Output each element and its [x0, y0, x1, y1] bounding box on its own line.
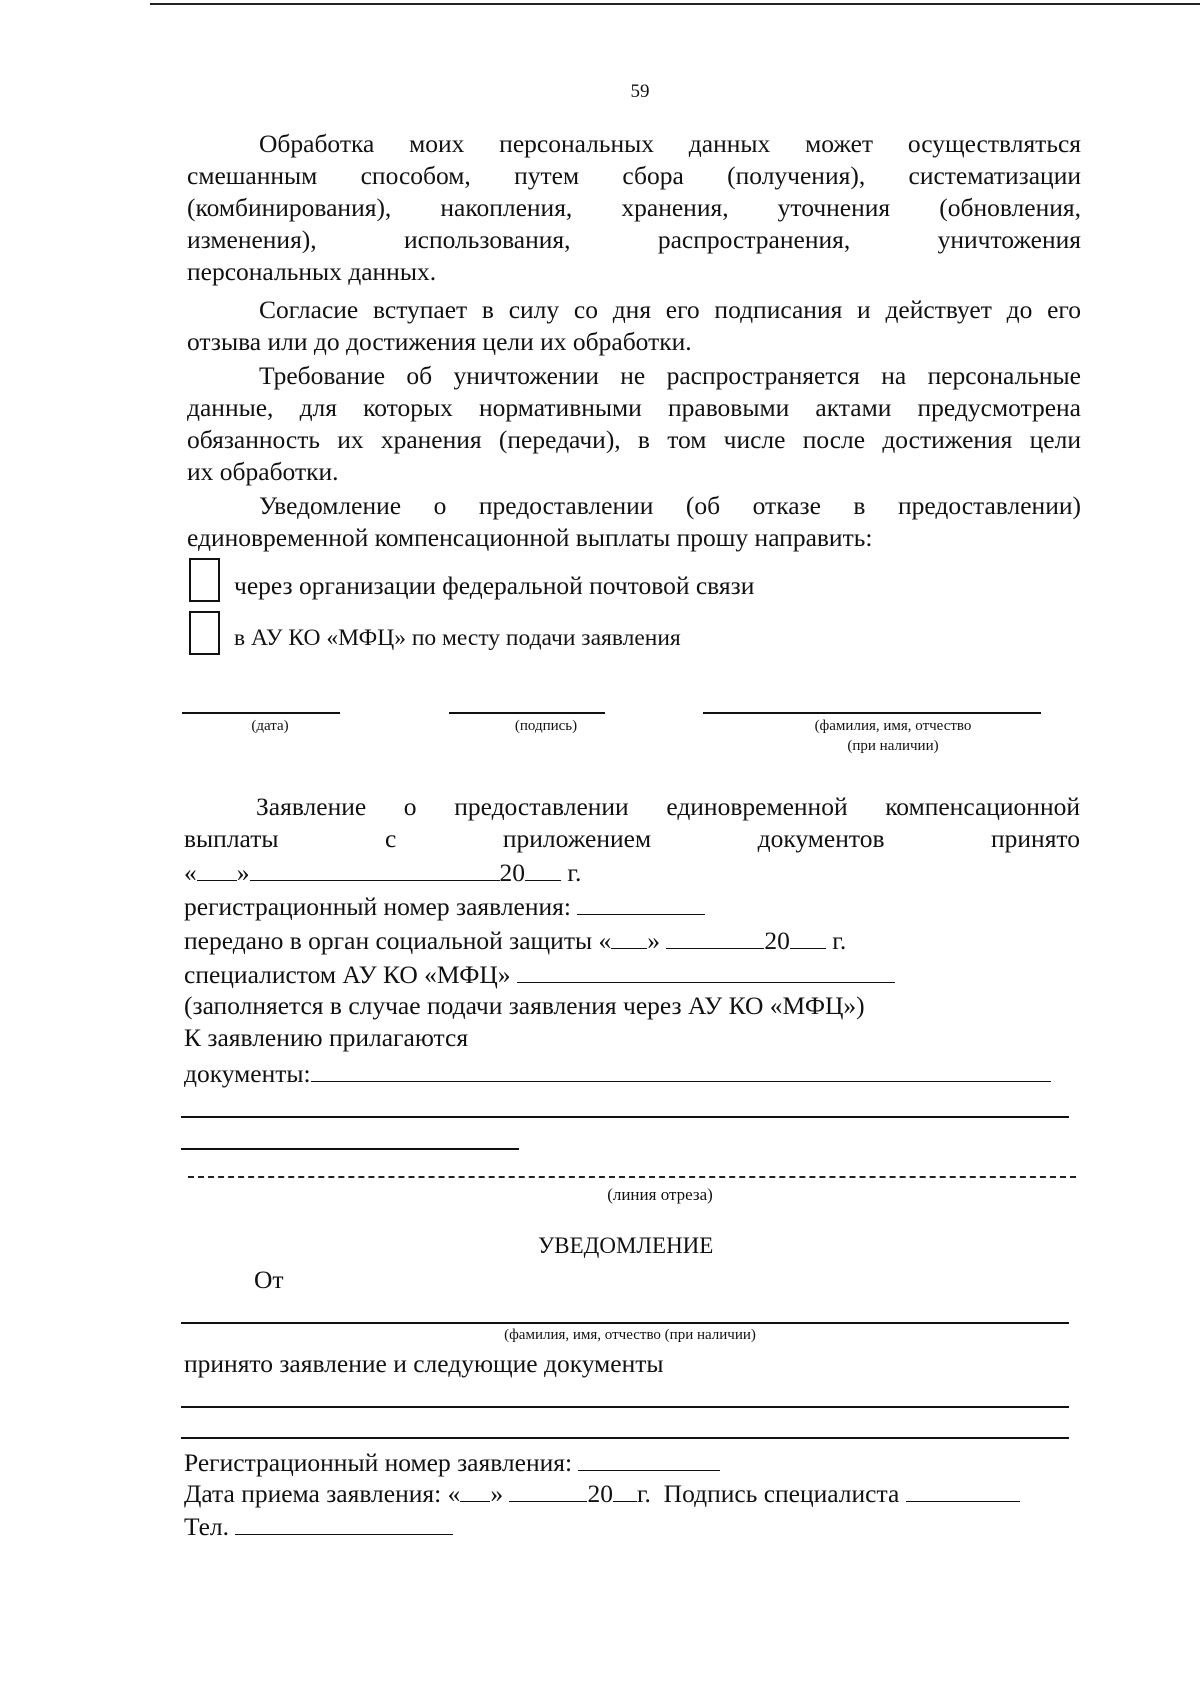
notice-title: УВЕДОМЛЕНИЕ — [538, 1233, 714, 1258]
consent-paragraph-validity — [187, 294, 1081, 358]
fullname-signature-line — [703, 712, 1041, 714]
transfer-row: передано в орган социальной защиты « » 20 г. — [184, 926, 847, 955]
documents-row: документы: — [184, 1057, 1051, 1090]
fullname-caption: (фамилия, имя, отчество — [814, 718, 972, 734]
text-line: смешанным способом, путем сбора (получения), систематизации — [187, 161, 1081, 190]
notice-documents-line-1 — [181, 1406, 1069, 1408]
option-post-label: через организации федеральной почтовой связи — [234, 571, 755, 600]
documents-line-3 — [181, 1148, 519, 1150]
checkbox-mfc[interactable] — [189, 611, 220, 655]
scan-top-edge — [150, 3, 1200, 5]
notice-from-label: От — [254, 1265, 284, 1294]
transfer-month-field[interactable] — [666, 924, 764, 949]
specialist-field[interactable] — [517, 958, 895, 983]
consent-paragraph-destruction — [187, 360, 1081, 488]
cut-line — [188, 1176, 1076, 1178]
notice-fio-line — [181, 1322, 1069, 1324]
cut-line-caption: (линия отреза) — [607, 1185, 713, 1204]
notice-documents-line-2 — [181, 1437, 1069, 1439]
checkbox-post[interactable] — [189, 558, 220, 602]
notice-registration-field[interactable] — [578, 1446, 720, 1471]
acceptance-date-row: « » 20 г. — [184, 858, 582, 887]
text-line: Заявление о предоставлении единовременной компенсационной — [256, 792, 1080, 821]
notice-month-field[interactable] — [509, 1477, 587, 1502]
specialist-row: специалистом АУ КО «МФЦ» — [184, 958, 895, 991]
text-line: персональных данных. — [187, 257, 437, 286]
fullname-caption-cont: (при наличии) — [847, 738, 939, 754]
registration-number-row: регистрационный номер заявления: — [184, 890, 705, 923]
page-number: 59 — [630, 81, 650, 102]
registration-number-field[interactable] — [577, 890, 705, 915]
notice-accepted-text: принято заявление и следующие документы — [184, 1349, 664, 1378]
notice-registration-row: Регистрационный номер заявления: — [184, 1446, 720, 1479]
month-field[interactable] — [250, 856, 500, 881]
transfer-year-field[interactable] — [790, 924, 826, 949]
text-line: данные, для которых нормативными правовыми актами предусмотрена — [187, 393, 1081, 422]
text-line: (комбинирования), накопления, хранения, уточнения (обновления, — [187, 193, 1081, 222]
signature-caption: (подпись) — [514, 718, 578, 734]
notice-delivery-paragraph — [187, 490, 1081, 554]
notice-day-field[interactable] — [460, 1477, 490, 1502]
text-line: выплаты с приложением документов принято — [184, 824, 1080, 853]
text-line: единовременной компенсационной выплаты прошу направить: — [187, 523, 873, 552]
notice-phone-field[interactable] — [235, 1510, 453, 1535]
text-line: обязанность их хранения (передачи), в том числе после достижения цели — [187, 425, 1081, 454]
signature-line — [449, 712, 605, 714]
notice-fio-caption: (фамилия, имя, отчество (при наличии) — [504, 1327, 756, 1343]
notice-phone-row: Тел. — [184, 1510, 453, 1543]
text-line: Требование об уничтожении не распространяется на персональные — [259, 361, 1081, 390]
notice-year-field[interactable] — [613, 1477, 637, 1502]
transfer-day-field[interactable] — [611, 924, 647, 949]
text-line: отзыва или до достижения цели их обработки. — [187, 327, 692, 356]
date-signature-line — [182, 712, 340, 714]
consent-paragraph-processing — [187, 128, 1081, 288]
text-line: изменения), использования, распространения, уничтожения — [187, 225, 1081, 254]
notice-date-row: Дата приема заявления: « » 20 г. Подпись специалиста — [184, 1477, 1020, 1510]
attached-documents-label: К заявлению прилагаются — [184, 1023, 469, 1052]
text-line: Согласие вступает в силу со дня его подписания и действует до его — [259, 295, 1081, 324]
text-line: Обработка моих персональных данных может осуществляться — [259, 129, 1081, 158]
notice-signature-field[interactable] — [906, 1477, 1020, 1502]
day-field[interactable] — [197, 856, 237, 881]
documents-line-2 — [181, 1116, 1069, 1118]
text-line: их обработки. — [187, 457, 339, 486]
acceptance-paragraph — [184, 791, 1080, 855]
text-line: Уведомление о предоставлении (об отказе в предоставлении) — [259, 491, 1081, 520]
option-mfc-label: в АУ КО «МФЦ» по месту подачи заявления — [234, 625, 681, 651]
year-field[interactable] — [525, 856, 561, 881]
date-caption: (дата) — [251, 718, 289, 734]
documents-field[interactable] — [311, 1057, 1051, 1082]
mfc-note: (заполняется в случае подачи заявления через АУ КО «МФЦ») — [184, 991, 865, 1020]
